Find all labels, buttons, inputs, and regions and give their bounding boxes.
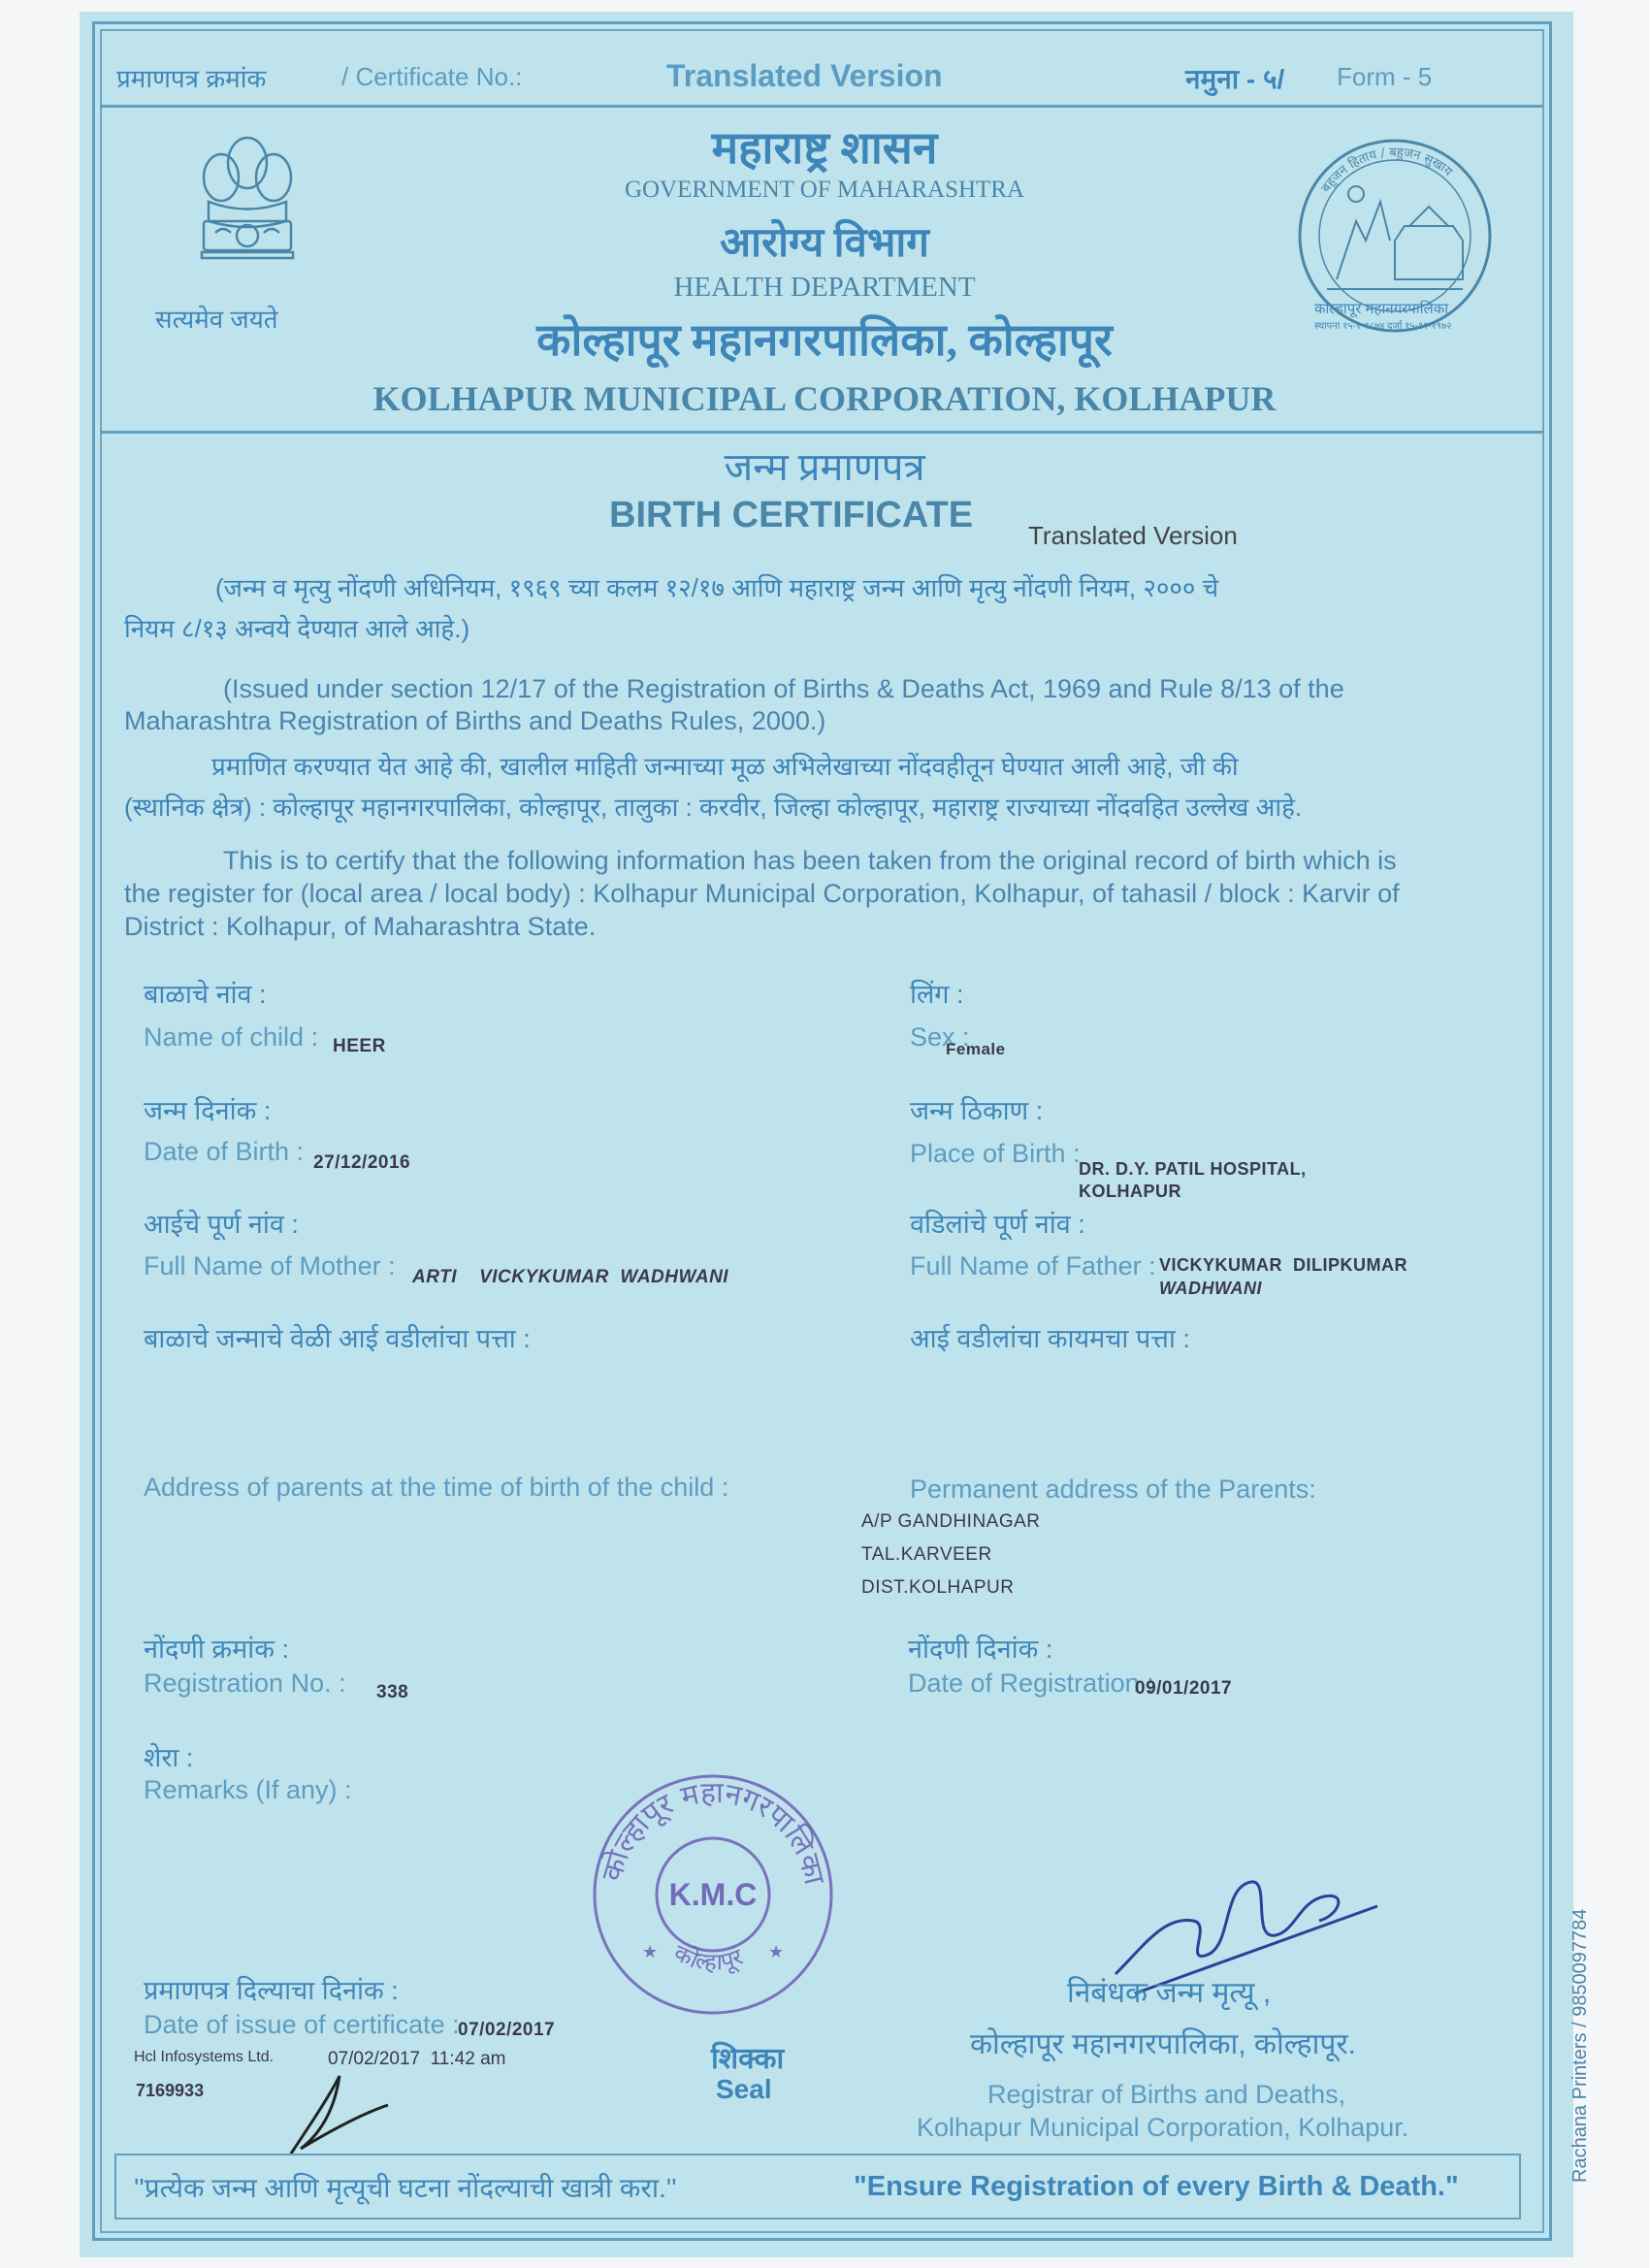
father-name-label-dev: वडिलांचे पूर्ण नांव : (910, 1210, 1085, 1239)
permanent-address-line3: DIST.KOLHAPUR (861, 1577, 1015, 1598)
form-number-dev: नमुना - ५/ (1185, 64, 1285, 94)
kmc-seal-icon (582, 1764, 844, 2025)
form-number: Form - 5 (1337, 62, 1433, 91)
certify-line2: the register for (local area / local body) : Kolhapur Municipal Corporation, Kolhapur, of tahasil / block : Karvir of (124, 879, 1400, 908)
permanent-address-line1: A/P GANDHINAGAR (861, 1511, 1041, 1532)
issue-date-value: 07/02/2017 (458, 2020, 556, 2040)
sex-value: Female (946, 1040, 1006, 1058)
issued-under-dev-line2: नियम ८/१३ अन्वये देण्यात आले आहे.) (124, 614, 470, 643)
mother-name-label: Full Name of Mother : (144, 1251, 396, 1280)
kmc-seal-stamp (582, 1764, 844, 2030)
issued-under-dev-line1: (जन्म व मृत्यु नोंदणी अधिनियम, १९६९ च्या कलम १२/१७ आणि महाराष्ट्र जन्म आणि मृत्यु नोंदणी नियम, २००० चे (215, 573, 1219, 602)
print-datetime: 07/02/2017 11:42 am (328, 2049, 506, 2069)
printer-credit: Rachana Printers / 9850097784 (1569, 1908, 1591, 2183)
registrar-title-dev: निबंधक जन्म मृत्यू , (1067, 1977, 1272, 2009)
issue-date-label: Date of issue of certificate : (144, 2010, 460, 2039)
svg-text:कोल्हापूर महानगरपालिका (596, 1776, 832, 1890)
permanent-address-line2: TAL.KARVEER (861, 1544, 992, 1565)
svg-text:कोल्हापूर (670, 1939, 748, 1976)
mother-name-value: ARTI VICKYKUMAR WADHWANI (412, 1267, 729, 1287)
pob-label: Place of Birth : (910, 1139, 1081, 1168)
sex-label-dev: लिंग : (910, 980, 964, 1009)
government-title-dev: महाराष्ट्र शासन (711, 123, 938, 173)
mother-name-label-dev: आईचे पूर्ण नांव : (144, 1210, 299, 1239)
registrar-title: Registrar of Births and Deaths, (987, 2080, 1346, 2109)
father-name-value-line1: VICKYKUMAR DILIPKUMAR (1159, 1255, 1407, 1275)
footer-slogan-dev: ''प्रत्येक जन्म आणि मृत्यूची घटना नोंदल्याची खात्री करा.'' (134, 2173, 677, 2203)
pob-value-line1: DR. D.Y. PATIL HOSPITAL, (1079, 1159, 1307, 1179)
seal-label-dev: शिक्का (711, 2043, 785, 2075)
title-divider (100, 431, 1544, 434)
dob-value: 27/12/2016 (313, 1152, 411, 1173)
seal-label: Seal (716, 2074, 772, 2104)
certify-dev-line1: प्रमाणित करण्यात येत आहे की, खालील माहिती जन्माच्या मूळ अभिलेखाच्या नोंदवहीतून घेण्यात आली आहे, जी की (211, 752, 1239, 781)
emblem-motto: सत्यमेव जयते (155, 305, 278, 334)
kmc-logo-name: कोल्हापूर महानगरपालिका (1314, 301, 1449, 317)
kmc-logo-arc-text: बहुजन हिताय / बहुजन सुखाय (1318, 145, 1455, 196)
birth-address-label-dev: बाळाचे जन्माचे वेळी आई वडीलांचा पत्ता : (144, 1324, 531, 1353)
seal-bottom-text: कोल्हापूर (669, 1938, 747, 1976)
remarks-label: Remarks (If any) : (144, 1775, 352, 1804)
father-name-label: Full Name of Father : (910, 1251, 1156, 1280)
certificate-no-label-dev: प्रमाणपत्र क्रमांक (116, 64, 267, 93)
seal-center-text: K.M.C (668, 1877, 758, 1912)
print-reference-number: 7169933 (136, 2081, 205, 2100)
dob-label: Date of Birth : (144, 1137, 305, 1166)
dob-label-dev: जन्म दिनांक : (144, 1096, 272, 1125)
issue-date-label-dev: प्रमाणपत्र दिल्याचा दिनांक : (144, 1976, 399, 2005)
child-name-value: HEER (333, 1036, 386, 1056)
permanent-address-label: Permanent address of the Parents: (910, 1474, 1316, 1504)
child-name-label-dev: बाळाचे नांव : (144, 980, 267, 1009)
sex-label: Sex : (910, 1022, 970, 1052)
issued-under-line1: (Issued under section 12/17 of the Registration of Births & Deaths Act, 1969 and Rule 8/13 of the (223, 674, 1344, 703)
certify-line1: This is to certify that the following information has been taken from the original record of birth which is (223, 846, 1397, 875)
department-title-dev: आरोग्य विभाग (720, 221, 929, 266)
government-title: GOVERNMENT OF MAHARASHTRA (624, 177, 1025, 203)
remarks-label-dev: शेरा : (144, 1743, 194, 1772)
issued-under-line2: Maharashtra Registration of Births and Deaths Rules, 2000.) (124, 706, 826, 735)
svg-text:★: ★ (768, 1942, 785, 1961)
registration-date-label-dev: नोंदणी दिनांक : (908, 1635, 1053, 1664)
certify-line3: District : Kolhapur, of Maharashtra State. (124, 912, 597, 941)
registration-no-label-dev: नोंदणी क्रमांक : (144, 1635, 289, 1664)
registration-date-label: Date of Registration : (908, 1669, 1154, 1698)
seal-ring-text: कोल्हापूर महानगरपालिका (595, 1775, 832, 1889)
pob-label-dev: जन्म ठिकाण : (910, 1096, 1044, 1125)
father-name-value-line2: WADHWANI (1159, 1279, 1262, 1298)
initials-icon (281, 2057, 398, 2163)
issuer-initials-signature (281, 2057, 398, 2168)
registration-no-value: 338 (376, 1682, 409, 1702)
certify-dev-line2: (स्थानिक क्षेत्र) : कोल्हापूर महानगरपालिका, कोल्हापूर, तालुका : करवीर, जिल्हा कोल्हापूर, महाराष्ट्र राज्याच्या नोंदवहित उल्लेख आहे. (124, 793, 1303, 822)
birth-address-label: Address of parents at the time of birth of the child : (144, 1473, 729, 1502)
translated-version-label: Translated Version (1028, 521, 1238, 550)
permanent-address-label-dev: आई वडीलांचा कायमचा पत्ता : (910, 1324, 1190, 1353)
svg-text:★: ★ (642, 1942, 659, 1961)
registration-date-value: 09/01/2017 (1135, 1678, 1233, 1699)
registrar-office-dev: कोल्हापूर महानगरपालिका, कोल्हापूर. (970, 2028, 1357, 2060)
footer-slogan: "Ensure Registration of every Birth & Death." (854, 2171, 1459, 2202)
kmc-logo-dates: स्थापना १५-१-१८७४ दर्जा १५-११-१९७२ (1314, 321, 1452, 332)
corporation-title-dev: कोल्हापूर महानगरपालिका, कोल्हापूर (536, 315, 1113, 365)
certificate-no-label: / Certificate No.: (341, 62, 523, 91)
header-divider (100, 105, 1544, 108)
department-title: HEALTH DEPARTMENT (673, 272, 976, 303)
registration-no-label: Registration No. : (144, 1669, 346, 1698)
pob-value-line2: KOLHAPUR (1079, 1182, 1181, 1201)
registrar-office: Kolhapur Municipal Corporation, Kolhapur. (917, 2113, 1409, 2142)
printer-company: Hcl Infosystems Ltd. (134, 2049, 275, 2065)
corporation-title: KOLHAPUR MUNICIPAL CORPORATION, KOLHAPUR (372, 379, 1277, 418)
birth-certificate-title: BIRTH CERTIFICATE (609, 495, 974, 535)
birth-certificate-title-dev: जन्म प्रमाणपत्र (724, 445, 925, 489)
translated-version-header: Translated Version (666, 58, 943, 93)
child-name-label: Name of child : (144, 1022, 319, 1052)
